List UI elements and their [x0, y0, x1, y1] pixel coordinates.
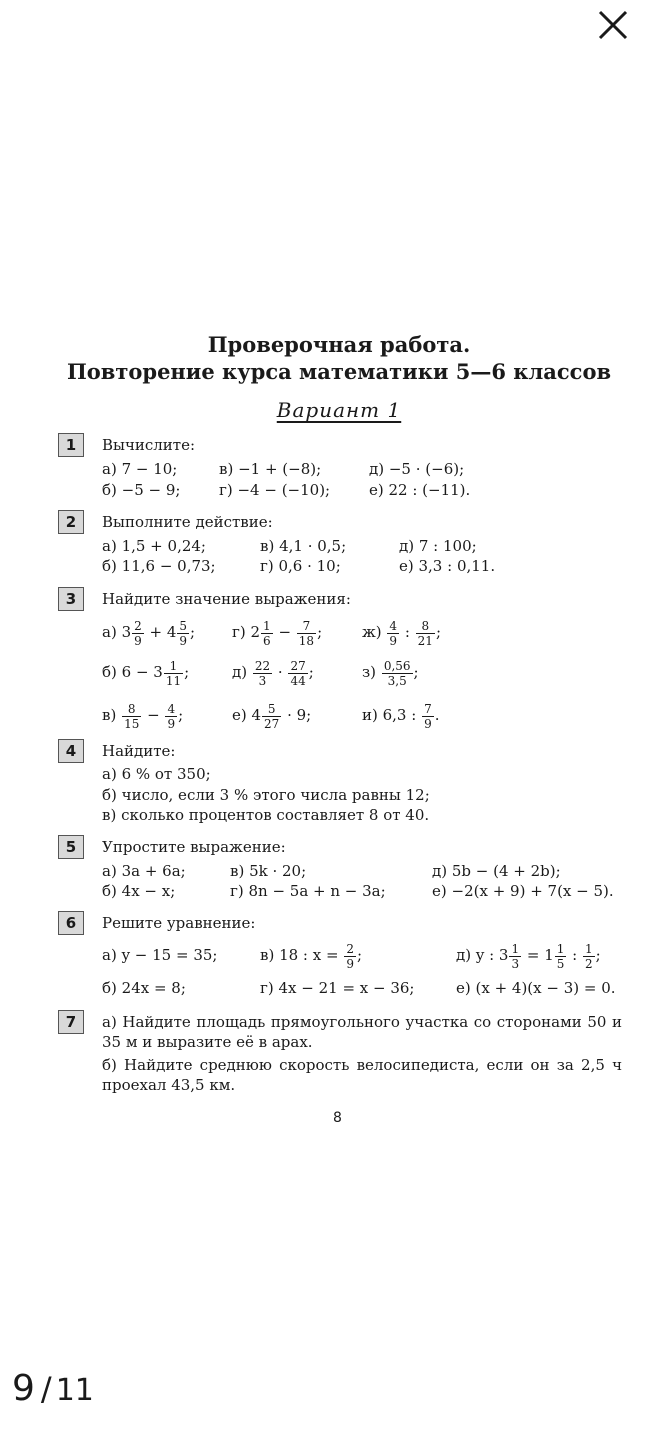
variant-heading: Вариант 1 — [276, 398, 402, 422]
task-heading: Найдите: — [102, 742, 176, 760]
task-item: в) $\frac{8}{15}$ − $\frac{4}{9}$ ; — [102, 701, 184, 731]
task-item: в) 5k · 20; — [230, 862, 307, 880]
task-item: б) 11,6 − 0,73; — [102, 557, 216, 575]
page-title: Проверочная работа. — [207, 332, 471, 357]
task-item: а) Найдите площадь прямоугольного участка со сторонами 50 и 35 м и выразите её в арах. — [102, 1013, 622, 1051]
task-heading: Выполните действие: — [102, 513, 273, 531]
task-item: д) 5b − (4 + 2b); — [432, 862, 561, 880]
task-heading: Вычислите: — [102, 436, 196, 454]
total-pages: 11 — [55, 1373, 94, 1408]
task-item: б) число, если 3 % этого числа равны 12; — [102, 786, 430, 804]
task-number: 7 — [58, 1010, 84, 1034]
task-item: е) 3,3 : 0,11. — [399, 557, 496, 575]
task-item: г) 2 $\frac{1}{6}$ − $\frac{7}{18}$ ; — [232, 618, 323, 648]
close-button[interactable] — [594, 6, 632, 44]
task-item: б) Найдите среднюю скорость велосипедиста, если он за 2,5 ч проехал 43,5 км. — [102, 1056, 622, 1094]
task-item: ж) $\frac{4}{9}$ : $\frac{8}{21}$ ; — [362, 618, 441, 648]
task-heading: Решите уравнение: — [102, 914, 256, 932]
task-heading: Упростите выражение: — [102, 838, 286, 856]
task-item: д) y : 3 $\frac{1}{3}$ = 1 $\frac{1}{5}$ : $\frac{1}{2}$ ; — [456, 941, 601, 971]
page-subtitle: Повторение курса математики 5—6 классов — [66, 359, 612, 384]
page-number: 8 — [333, 1110, 342, 1126]
page-counter — [12, 1368, 94, 1409]
task-item: г) −4 − (−10); — [219, 481, 331, 499]
task-item: г) 0,6 · 10; — [260, 557, 341, 575]
task-item: е) 22 : (−11). — [369, 481, 471, 499]
task-item: г) 8n − 5a + n − 3a; — [230, 882, 386, 900]
task-number: 3 — [58, 587, 84, 611]
task-item: в) 18 : x = $\frac{2}{9}$ ; — [260, 941, 363, 971]
task-number: 5 — [58, 835, 84, 859]
current-page: 9 — [12, 1368, 35, 1409]
task-item: д) $\frac{22}{3}$ · $\frac{27}{44}$ ; — [232, 658, 314, 688]
task-item: в) сколько процентов составляет 8 от 40. — [102, 806, 430, 824]
task-item: а) 6 % от 350; — [102, 765, 211, 783]
task-item: б) 6 − 3 $\frac{1}{11}$ ; — [102, 658, 190, 688]
task-item: а) 1,5 + 0,24; — [102, 537, 206, 555]
task-number: 1 — [58, 433, 84, 457]
task-number: 2 — [58, 510, 84, 534]
task-item: б) 4x − x; — [102, 882, 176, 900]
task-item: е) −2(x + 9) + 7(x − 5). — [432, 882, 614, 900]
task-item: е) (x + 4)(x − 3) = 0. — [456, 979, 616, 997]
task-item: а) 3 $\frac{2}{9}$ + 4 $\frac{5}{9}$ ; — [102, 618, 196, 648]
task-number: 6 — [58, 911, 84, 935]
task-item: а) 7 − 10; — [102, 460, 178, 478]
task-item: е) 4 $\frac{5}{27}$ · 9; — [232, 701, 312, 731]
task-item: з) $\frac{0,56}{3,5}$ ; — [362, 658, 419, 688]
task-number: 4 — [58, 739, 84, 763]
task-item: а) y − 15 = 35; — [102, 946, 218, 964]
task-item: б) 24x = 8; — [102, 979, 186, 997]
page-separator: / — [40, 1370, 52, 1408]
task-item: и) 6,3 : $\frac{7}{9}$ . — [362, 701, 440, 731]
task-item: г) 4x − 21 = x − 36; — [260, 979, 415, 997]
task-item: в) 4,1 · 0,5; — [260, 537, 347, 555]
close-icon — [594, 6, 632, 44]
task-item: д) −5 · (−6); — [369, 460, 465, 478]
task-item: а) 3a + 6a; — [102, 862, 186, 880]
task-item: б) −5 − 9; — [102, 481, 181, 499]
task-item: д) 7 : 100; — [399, 537, 477, 555]
task-heading: Найдите значение выражения: — [102, 590, 351, 608]
task-item: в) −1 + (−8); — [219, 460, 322, 478]
